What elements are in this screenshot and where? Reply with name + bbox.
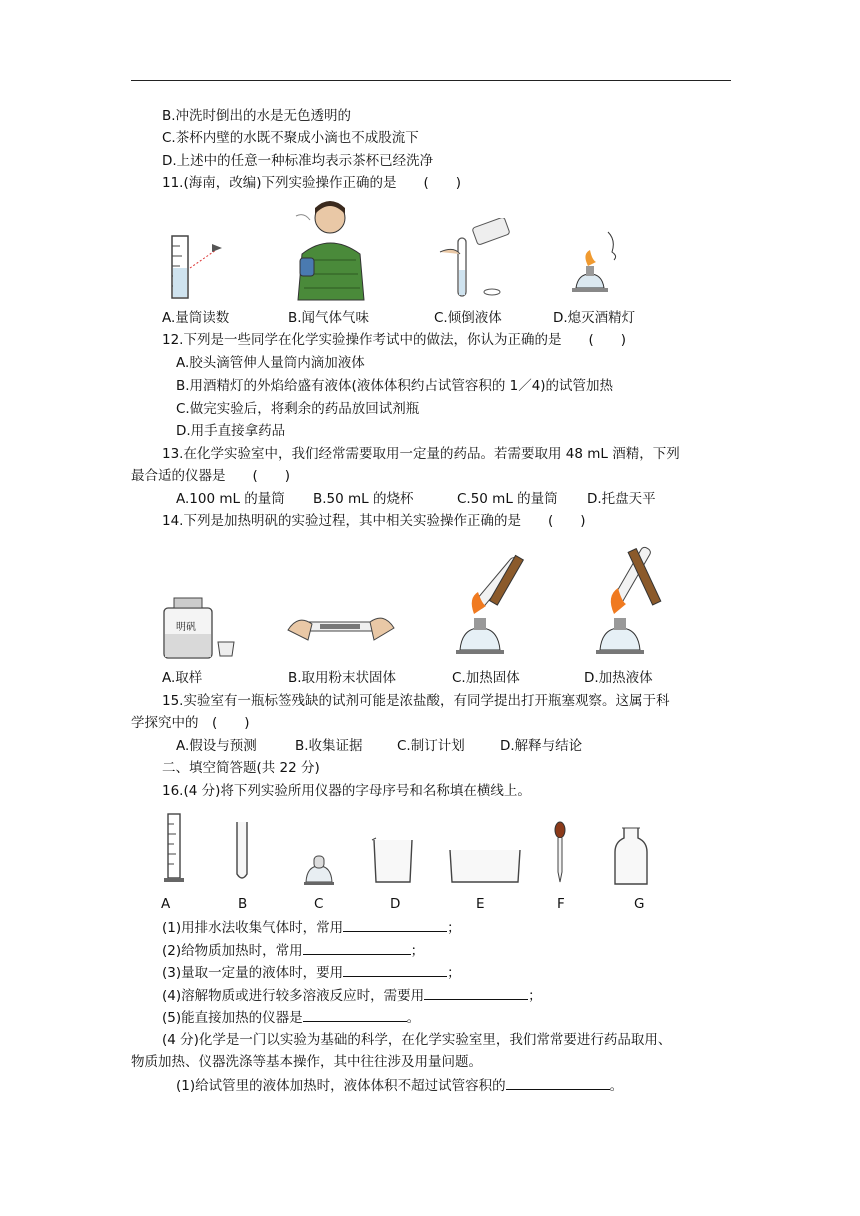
q13-option-b: B.50 mL 的烧杯 bbox=[313, 491, 414, 507]
q12-option-d: D.用手直接拿药品 bbox=[176, 423, 286, 439]
q16-item-3: (3)量取一定量的液体时，要用 ； bbox=[162, 962, 461, 983]
q15-stem-line1: 15.实验室有一瓶标签残缺的试剂可能是浓盐酸，有同学提出打开瓶塞观察。这属于科 bbox=[162, 693, 670, 709]
answer-blank[interactable] bbox=[424, 985, 528, 1000]
q10-option-b: B.冲洗时倒出的水是无色透明的 bbox=[162, 108, 352, 124]
q11-caption-b: B.闻气体气味 bbox=[288, 310, 370, 326]
q16-item-1: (1)用排水法收集气体时，常用 ； bbox=[162, 917, 461, 938]
q11-caption-c: C.倾倒液体 bbox=[434, 310, 502, 326]
test-tube-icon bbox=[232, 820, 252, 884]
q13-option-d: D.托盘天平 bbox=[587, 491, 656, 507]
extinguishing-lamp-figure bbox=[568, 226, 630, 302]
q11-stem: 11.(海南，改编)下列实验操作正确的是 ( ) bbox=[162, 175, 462, 191]
q10-option-c: C.茶杯内壁的水既不聚成小滴也不成股流下 bbox=[162, 130, 419, 146]
q13-stem-line2: 最合适的仪器是 ( ) bbox=[131, 468, 291, 484]
q14-caption-c: C.加热固体 bbox=[452, 670, 520, 686]
q12-option-c: C.做完实验后，将剩余的药品放回试剂瓶 bbox=[176, 401, 420, 417]
beaker-icon bbox=[370, 836, 416, 886]
q17-stem-line2: 物质加热、仪器洗涤等基本操作，其中往往涉及用量问题。 bbox=[131, 1054, 482, 1070]
q16-item-2: (2)给物质加热时，常用 ； bbox=[162, 940, 424, 961]
instrument-label-c: C bbox=[314, 896, 324, 912]
powder-solid-figure bbox=[286, 600, 396, 652]
instrument-label-f: F bbox=[557, 896, 565, 912]
q16-item-5: (5)能直接加热的仪器是 。 bbox=[162, 1007, 420, 1028]
evaporating-dish-icon bbox=[448, 846, 522, 886]
heating-liquid-figure bbox=[592, 540, 678, 660]
q13-stem-line1: 13.在化学实验室中，我们经常需要取用一定量的药品。若需要取用 48 mL 酒精，下列 bbox=[162, 446, 680, 462]
reagent-jar-figure bbox=[160, 594, 240, 660]
q17-stem-line1: (4 分)化学是一门以实验为基础的科学，在化学实验室里，我们常常要进行药品取用、 bbox=[162, 1032, 672, 1048]
alcohol-lamp-icon bbox=[302, 850, 336, 886]
instrument-label-g: G bbox=[634, 896, 645, 912]
q15-option-c: C.制订计划 bbox=[397, 738, 465, 754]
q13-option-a: A.100 mL 的量筒 bbox=[176, 491, 285, 507]
instrument-label-a: A bbox=[161, 896, 171, 912]
q10-option-d: D.上述中的任意一种标准均表示茶杯已经洗净 bbox=[162, 153, 434, 169]
answer-blank[interactable] bbox=[343, 917, 447, 932]
q15-option-d: D.解释与结论 bbox=[500, 738, 583, 754]
q12-stem: 12.下列是一些同学在化学实验操作考试中的做法，你认为正确的是 ( ) bbox=[162, 332, 627, 348]
section-heading: 二、填空简答题(共 22 分) bbox=[162, 760, 320, 776]
q14-caption-d: D.加热液体 bbox=[584, 670, 653, 686]
q15-option-a: A.假设与预测 bbox=[176, 738, 257, 754]
q15-stem-line2: 学探究中的 ( ) bbox=[131, 715, 250, 731]
answer-blank[interactable] bbox=[303, 940, 411, 955]
answer-blank[interactable] bbox=[506, 1075, 610, 1090]
instrument-label-d: D bbox=[390, 896, 401, 912]
header-rule bbox=[131, 80, 731, 81]
q11-caption-d: D.熄灭酒精灯 bbox=[553, 310, 636, 326]
smelling-gas-figure bbox=[286, 196, 372, 302]
answer-blank[interactable] bbox=[343, 962, 447, 977]
answer-blank[interactable] bbox=[303, 1007, 407, 1022]
q16-stem: 16.(4 分)将下列实验所用仪器的字母序号和名称填在横线上。 bbox=[162, 783, 531, 799]
q13-option-c: C.50 mL 的量筒 bbox=[457, 491, 558, 507]
q12-option-a: A.胶头滴管伸人量筒内滴加液体 bbox=[176, 355, 365, 371]
instrument-label-b: B bbox=[238, 896, 248, 912]
graduated-cylinder-reading-figure bbox=[160, 232, 230, 300]
q11-caption-a: A.量筒读数 bbox=[162, 310, 230, 326]
heating-solid-figure bbox=[452, 548, 538, 660]
q14-stem: 14.下列是加热明矾的实验过程，其中相关实验操作正确的是 ( ) bbox=[162, 513, 586, 529]
pouring-liquid-figure bbox=[434, 218, 514, 302]
q15-option-b: B.收集证据 bbox=[295, 738, 363, 754]
q16-item-4: (4)溶解物质或进行较多溶液反应时，需要用 ； bbox=[162, 985, 542, 1006]
q17-item-1: (1)给试管里的液体加热时，液体体积不超过试管容积的 。 bbox=[176, 1075, 623, 1096]
q14-caption-a: A.取样 bbox=[162, 670, 203, 686]
instrument-label-e: E bbox=[476, 896, 485, 912]
graduated-cylinder-icon bbox=[162, 812, 186, 884]
gas-jar-icon bbox=[612, 826, 650, 886]
q14-caption-b: B.取用粉末状固体 bbox=[288, 670, 397, 686]
jar-label: 明矾 bbox=[176, 622, 196, 633]
dropper-icon bbox=[552, 820, 568, 886]
q12-option-b: B.用酒精灯的外焰给盛有液体(液体体积约占试管容积的 1／4)的试管加热 bbox=[176, 378, 614, 394]
